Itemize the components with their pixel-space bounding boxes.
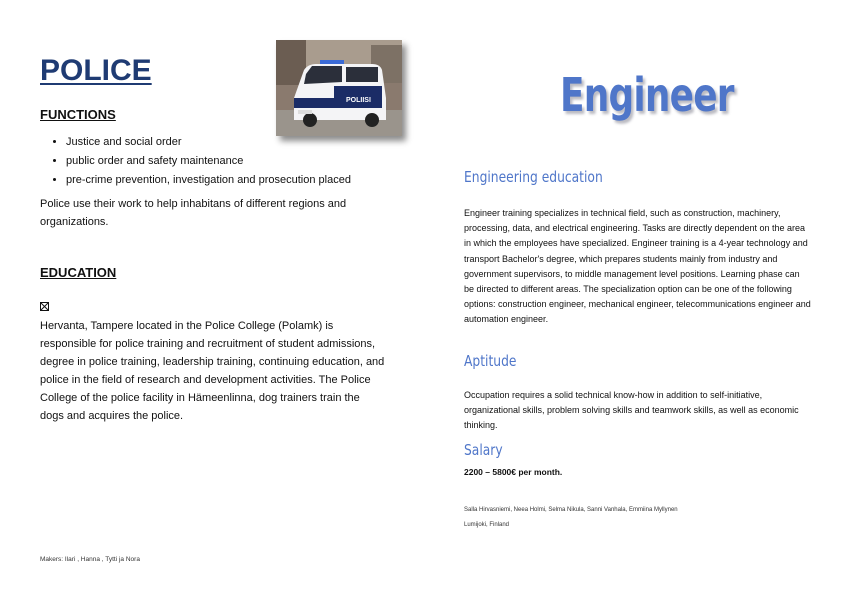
makers-credit: Makers: Ilari , Hanna , Tytti ja Nora <box>40 556 140 563</box>
engineer-title: Engineer <box>560 68 734 122</box>
engineering-education-paragraph: Engineer training specializes in technical field, such as construction, machinery, processing, data, and electrical engineering. Tasks are directly dependent on the area in which the employees have specialized. Engineer training is a 4-year technology and transport Bachelor's degree, which prepares students mainly from industry and government supervisors, to middle management level positions. Learning phase can be directed to different areas. The specialization option can be one of the following options: construction engineer, mechanical engineer, telecommunications engineer and automation engineer. <box>464 208 811 325</box>
salary-value: 2200 – 5800€ per month. <box>464 467 563 477</box>
police-car-photo <box>276 40 402 136</box>
list-item: • Justice and social order <box>66 133 351 152</box>
location-text: Lumijoki, Finland <box>464 522 510 528</box>
list-item: • pre-crime prevention, investigation and prosecution placed <box>66 171 351 190</box>
police-title: POLICE <box>40 54 152 87</box>
aptitude-paragraph: Occupation requires a solid technical know-how in addition to self-initiative, organizational skills, problem solving skills and teamwork skills, as well as economic thinking. <box>464 390 799 431</box>
functions-paragraph: Police use their work to help inhabitans of different regions and organizations. <box>40 198 347 228</box>
education-heading: EDUCATION <box>40 265 117 280</box>
functions-heading: FUNCTIONS <box>40 107 116 122</box>
aptitude-heading: Aptitude <box>464 352 517 370</box>
checkbox-icon <box>40 298 49 307</box>
education-paragraph: Hervanta, Tampere located in the Police College (Polamk) is responsible for police training and recruitment of student admissions, degree in police training, leadership training, continuing education, and police in the field of research and development activities. The Police College of the police facility in Hämeenlinna, dog trainers train the dogs and acquires the police. <box>40 320 385 422</box>
list-item: • public order and safety maintenance <box>66 152 351 171</box>
functions-list <box>48 133 351 190</box>
photo-label: POLIISI <box>346 97 371 104</box>
salary-heading: Salary <box>464 441 503 459</box>
authors-credit: Salla Hirvasniemi, Neea Holmi, Selma Nikula, Sanni Vanhala, Emmiina Myllynen <box>464 507 678 513</box>
engineering-education-heading: Engineering education <box>464 168 603 186</box>
